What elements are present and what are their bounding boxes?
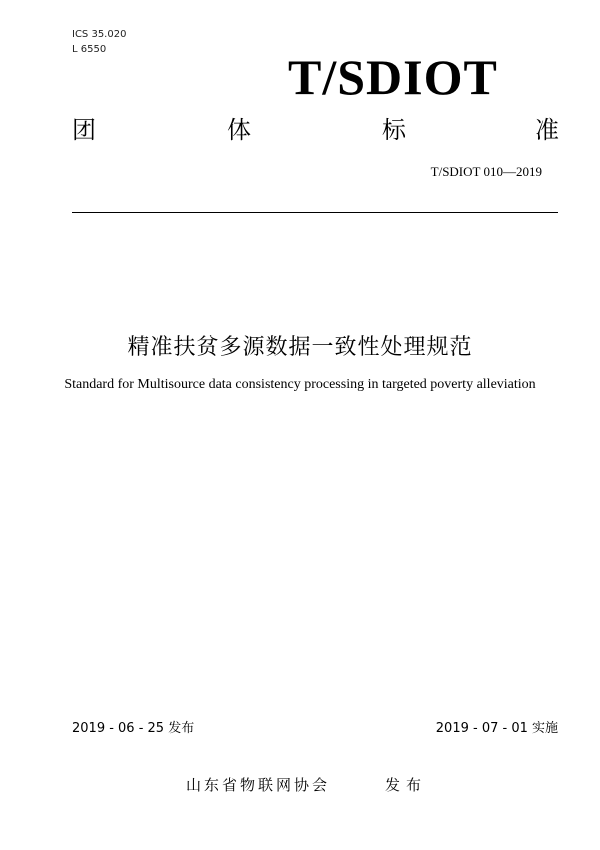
document-number: T/SDIOT 010—2019 — [430, 164, 542, 179]
document-title-en: Standard for Multisource data consistency processing in targeted poverty alleviation — [64, 377, 536, 392]
standard-type-char: 体 — [227, 116, 251, 144]
ics-code: ICS 35.020 — [72, 29, 127, 40]
standard-brand-logo: T/SDIOT — [288, 49, 498, 105]
header-divider — [72, 212, 558, 213]
publishing-organization: 山东省物联网协会 — [186, 776, 331, 794]
implement-date: 2019 - 07 - 01 实施 — [435, 721, 558, 736]
document-title-cn: 精准扶贫多源数据一致性处理规范 — [127, 335, 473, 360]
standard-type-char: 团 — [72, 116, 96, 144]
organization-action: 发布 — [385, 776, 428, 794]
publish-date: 2019 - 06 - 25 发布 — [72, 721, 195, 736]
ccs-code: L 6550 — [72, 44, 107, 55]
standard-type-char: 准 — [535, 116, 559, 144]
standard-type-char: 标 — [382, 116, 406, 144]
